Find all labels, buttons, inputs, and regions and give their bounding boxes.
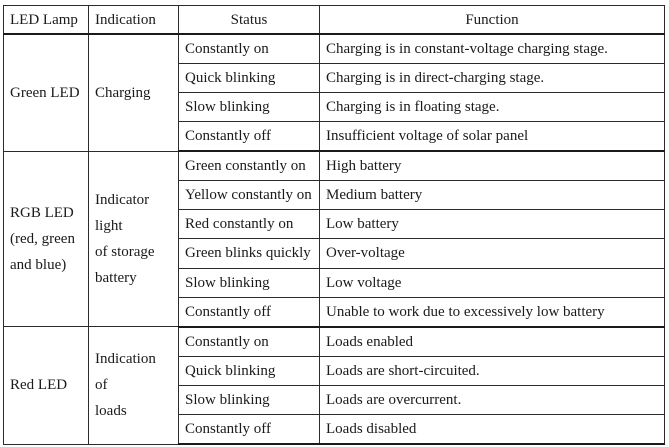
indication-text: Indicator light bbox=[95, 191, 150, 234]
function-cell: Loads enabled bbox=[320, 327, 665, 357]
table-row bbox=[4, 151, 665, 181]
table-row bbox=[4, 327, 665, 357]
status-cell: Quick blinking bbox=[179, 64, 320, 93]
header-status: Status bbox=[179, 6, 320, 35]
function-cell: Insufficient voltage of solar panel bbox=[320, 122, 665, 152]
led-lamp-cell bbox=[4, 34, 89, 151]
status-cell: Red constantly on bbox=[179, 210, 320, 239]
status-cell: Green blinks quickly bbox=[179, 239, 320, 268]
function-cell: Low voltage bbox=[320, 268, 665, 297]
led-lamp-cell bbox=[4, 151, 89, 326]
function-cell: High battery bbox=[320, 151, 665, 181]
indication-text: Indication of bbox=[95, 351, 156, 394]
status-cell: Constantly on bbox=[179, 34, 320, 64]
function-cell: Charging is in direct-charging stage. bbox=[320, 64, 665, 93]
function-cell: Loads disabled bbox=[320, 414, 665, 444]
status-cell: Green constantly on bbox=[179, 151, 320, 181]
status-cell: Constantly off bbox=[179, 122, 320, 152]
indication-text: battery bbox=[95, 269, 137, 286]
indication-text: of storage bbox=[95, 243, 155, 260]
led-lamp-text: (red, green bbox=[10, 230, 75, 247]
header-indication: Indication bbox=[89, 6, 179, 35]
indication-text: loads bbox=[95, 403, 127, 420]
status-cell: Yellow constantly on bbox=[179, 181, 320, 210]
function-cell: Medium battery bbox=[320, 181, 665, 210]
header-row bbox=[4, 6, 665, 35]
table-row bbox=[4, 34, 665, 64]
led-status-table bbox=[3, 5, 665, 445]
function-cell: Loads are short-circuited. bbox=[320, 356, 665, 385]
led-lamp-text: Red LED bbox=[10, 377, 68, 394]
function-cell: Charging is in constant-voltage charging stage. bbox=[320, 34, 665, 64]
status-cell: Quick blinking bbox=[179, 356, 320, 385]
led-lamp-text: RGB LED bbox=[10, 204, 74, 221]
table-body bbox=[4, 34, 665, 444]
status-cell: Slow blinking bbox=[179, 93, 320, 122]
status-cell: Constantly off bbox=[179, 297, 320, 327]
led-lamp-text: and blue) bbox=[10, 256, 67, 273]
table-header bbox=[4, 6, 665, 35]
indication-cell bbox=[89, 151, 179, 326]
status-cell: Slow blinking bbox=[179, 385, 320, 414]
indication-text: Charging bbox=[95, 84, 151, 101]
function-cell: Charging is in floating stage. bbox=[320, 93, 665, 122]
function-cell: Over-voltage bbox=[320, 239, 665, 268]
function-cell: Unable to work due to excessively low battery bbox=[320, 297, 665, 327]
header-led-lamp: LED Lamp bbox=[4, 6, 89, 35]
function-cell: Loads are overcurrent. bbox=[320, 385, 665, 414]
status-cell: Slow blinking bbox=[179, 268, 320, 297]
header-function: Function bbox=[320, 6, 665, 35]
status-cell: Constantly on bbox=[179, 327, 320, 357]
function-cell: Low battery bbox=[320, 210, 665, 239]
status-cell: Constantly off bbox=[179, 414, 320, 444]
led-lamp-cell bbox=[4, 327, 89, 444]
indication-cell bbox=[89, 34, 179, 151]
led-lamp-text: Green LED bbox=[10, 84, 80, 101]
indication-cell bbox=[89, 327, 179, 444]
